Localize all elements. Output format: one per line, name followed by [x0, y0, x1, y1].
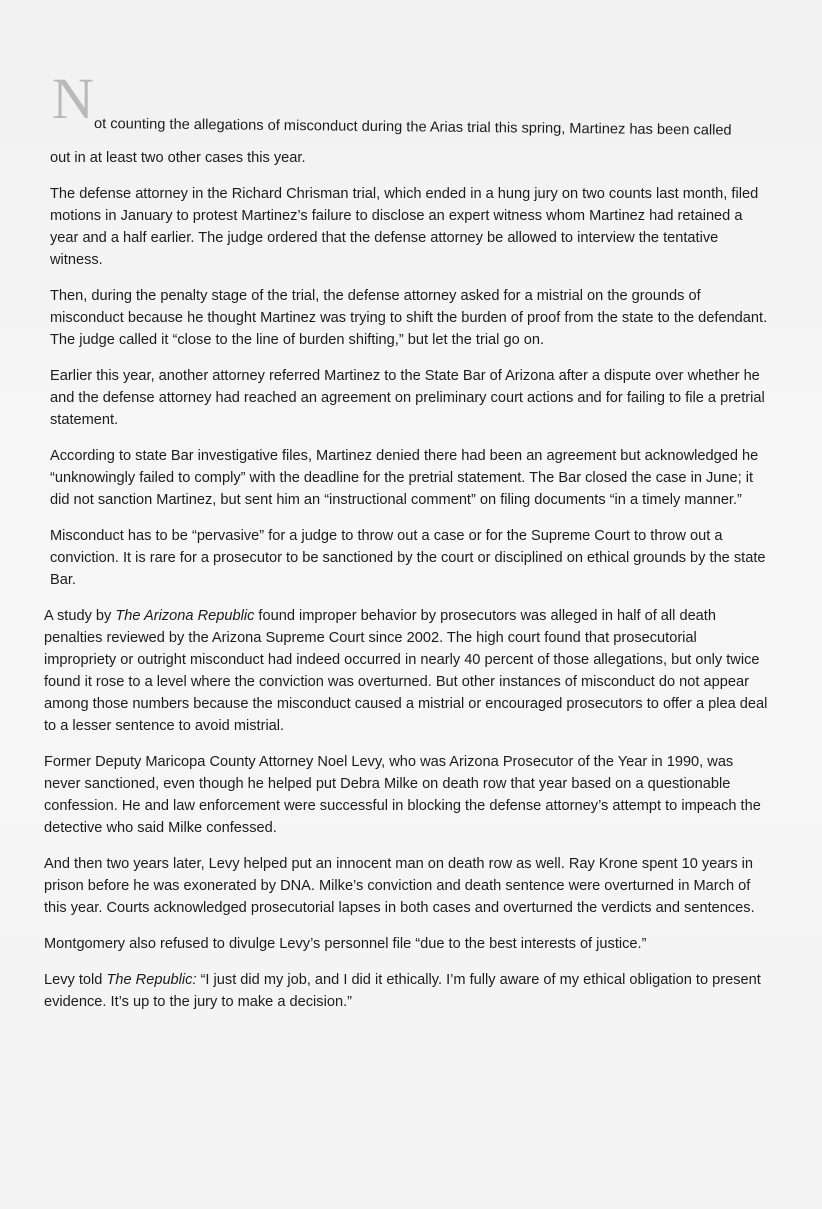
paragraph-ray-krone: And then two years later, Levy helped put an innocent man on death row as well. Ray Krone spent 10 years in prison before he was exonerated by DNA. Milke’s conviction and death sentence were overturned in March of this year. Courts acknowledged prosecutorial lapses in both cases and overturned the verdicts and sentences. [44, 856, 755, 916]
study-publication: The Arizona Republic [115, 608, 255, 624]
paragraph-state-bar-referral: Earlier this year, another attorney referred Martinez to the State Bar of Arizona after a dispute over whether he and the defense attorney had reached an agreement on preliminary court actions and for failing to file a pretrial statement. [50, 368, 765, 428]
drop-cap: N [52, 66, 94, 131]
paragraph-levy-quote [44, 969, 772, 1013]
document-page [0, 66, 822, 1209]
paragraph-pervasive-misconduct: Misconduct has to be “pervasive” for a judge to throw out a case or for the Supreme Court to throw out a conviction. It is rare for a prosecutor to be sanctioned by the court or disciplined on ethical grounds by the state Bar. [50, 528, 766, 588]
quote-suffix: “I just did my job, and I did it ethically. I’m fully aware of my ethical obligation to present evidence. It’s up to the jury to make a decision.” [44, 972, 761, 1010]
paragraph-bar-investigative-files: According to state Bar investigative files, Martinez denied there had been an agreement but acknowledged he “unknowingly failed to comply” with the deadline for the pretrial statement. The Bar closed the case in June; it did not sanction Martinez, but sent him an “instructional comment” on filing documents “in a timely manner.” [50, 448, 759, 508]
opening-line-continuation: out in at least two other cases this year. [50, 150, 306, 166]
opening-line [44, 66, 772, 148]
quote-prefix: Levy told [44, 972, 107, 988]
paragraph-penalty-stage: Then, during the penalty stage of the trial, the defense attorney asked for a mistrial on the grounds of misconduct because he thought Martinez was trying to shift the burden of proof from the state to the defendant. The judge called it “close to the line of burden shifting,” but let the trial go on. [50, 288, 768, 348]
paragraph-republic-study [44, 605, 772, 737]
quote-publication: The Republic: [106, 972, 197, 988]
paragraph-chrisman-trial: The defense attorney in the Richard Chrisman trial, which ended in a hung jury on two counts last month, filed motions in January to protest Martinez’s failure to disclose an expert witness whom Martinez had retained a year and a half earlier. The judge ordered that the defense attorney be allowed to interview the tentative witness. [50, 186, 759, 268]
opening-line-text: ot counting the allegations of misconduct during the Arias trial this spring, Martinez has been called [93, 116, 732, 139]
study-prefix: A study by [44, 608, 116, 624]
paragraph-noel-levy: Former Deputy Maricopa County Attorney Noel Levy, who was Arizona Prosecutor of the Year in 1990, was never sanctioned, even though he helped put Debra Milke on death row that year based on a questionable confession. He and law enforcement were successful in blocking the defense attorney’s attempt to impeach the detective who said Milke confessed. [44, 754, 761, 836]
study-suffix: found improper behavior by prosecutors was alleged in half of all death penalties reviewed by the Arizona Supreme Court since 2002. The high court found that prosecutorial impropriety or outright misconduct had indeed occurred in nearly 40 percent of those allegations, but only twice found it rose to a level where the conviction was overturned. But other instances of misconduct do not appear among those numbers because the misconduct caused a mistrial or encouraged prosecutors to offer a plea deal to a lesser sentence to avoid mistrial. [44, 608, 768, 734]
paragraph-montgomery: Montgomery also refused to divulge Levy’s personnel file “due to the best interests of justice.” [44, 936, 647, 952]
